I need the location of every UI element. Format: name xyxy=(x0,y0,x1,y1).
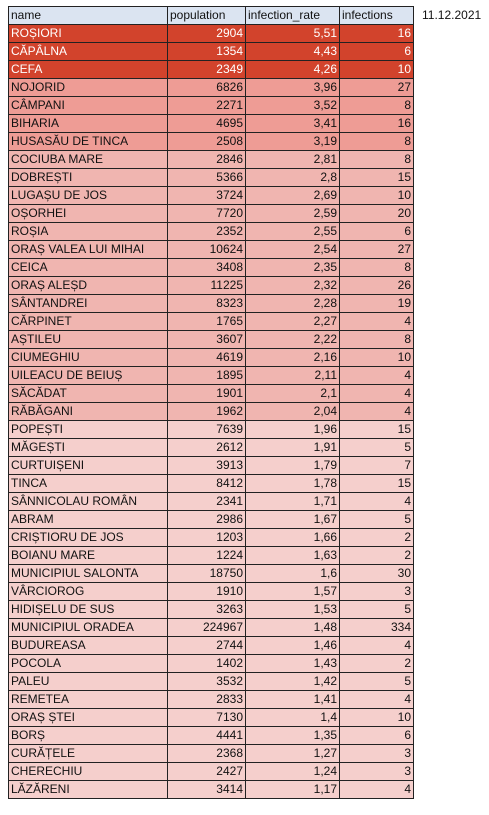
cell-name[interactable]: SÂNNICOLAU ROMÂN xyxy=(9,493,168,511)
table-row xyxy=(9,421,414,439)
cell-population[interactable]: 10624 xyxy=(168,241,246,259)
table-row xyxy=(9,619,414,637)
cell-population[interactable]: 7639 xyxy=(168,421,246,439)
cell-population[interactable]: 1224 xyxy=(168,547,246,565)
cell-population[interactable]: 11225 xyxy=(168,277,246,295)
cell-name[interactable]: RĂBĂGANI xyxy=(9,403,168,421)
cell-infections[interactable]: 19 xyxy=(340,295,414,313)
table-row xyxy=(9,133,414,151)
cell-name[interactable]: CRIȘTIORU DE JOS xyxy=(9,529,168,547)
table-row xyxy=(9,259,414,277)
cell-infection-rate[interactable]: 2,1 xyxy=(246,385,340,403)
cell-infections[interactable]: 4 xyxy=(340,781,414,799)
cell-infection-rate[interactable]: 1,91 xyxy=(246,439,340,457)
cell-infections[interactable]: 27 xyxy=(340,241,414,259)
cell-infections[interactable]: 5 xyxy=(340,601,414,619)
cell-population[interactable]: 4441 xyxy=(168,727,246,745)
cell-infections[interactable]: 15 xyxy=(340,475,414,493)
cell-name[interactable]: CEICA xyxy=(9,259,168,277)
table-row xyxy=(9,475,414,493)
table-row xyxy=(9,403,414,421)
cell-population[interactable]: 2349 xyxy=(168,61,246,79)
cell-infections[interactable]: 15 xyxy=(340,169,414,187)
table-row xyxy=(9,367,414,385)
cell-infections[interactable]: 334 xyxy=(340,619,414,637)
cell-name[interactable]: CÂMPANI xyxy=(9,97,168,115)
cell-infections[interactable]: 26 xyxy=(340,277,414,295)
cell-name[interactable]: COCIUBA MARE xyxy=(9,151,168,169)
table-row xyxy=(9,583,414,601)
table-row xyxy=(9,511,414,529)
table-row xyxy=(9,205,414,223)
cell-population[interactable]: 1901 xyxy=(168,385,246,403)
cell-infection-rate[interactable]: 1,43 xyxy=(246,655,340,673)
table-row xyxy=(9,637,414,655)
cell-infections[interactable]: 4 xyxy=(340,637,414,655)
cell-infection-rate[interactable]: 1,42 xyxy=(246,673,340,691)
cell-infections[interactable]: 3 xyxy=(340,745,414,763)
header-row xyxy=(9,7,414,25)
cell-population[interactable]: 6826 xyxy=(168,79,246,97)
table-row xyxy=(9,493,414,511)
cell-population[interactable]: 2986 xyxy=(168,511,246,529)
table-row xyxy=(9,79,414,97)
cell-name[interactable]: CEFA xyxy=(9,61,168,79)
cell-population[interactable]: 2833 xyxy=(168,691,246,709)
cell-infections[interactable]: 3 xyxy=(340,763,414,781)
cell-population[interactable]: 2271 xyxy=(168,97,246,115)
cell-name[interactable]: DOBREȘTI xyxy=(9,169,168,187)
cell-name[interactable]: CĂRPINET xyxy=(9,313,168,331)
cell-name[interactable]: OȘORHEI xyxy=(9,205,168,223)
table-row xyxy=(9,241,414,259)
cell-name[interactable]: ORAȘ ȘTEI xyxy=(9,709,168,727)
cell-name[interactable]: SĂCĂDAT xyxy=(9,385,168,403)
cell-name[interactable]: MĂGEȘTI xyxy=(9,439,168,457)
cell-name[interactable]: MUNICIPIUL SALONTA xyxy=(9,565,168,583)
cell-infections[interactable]: 4 xyxy=(340,313,414,331)
cell-infections[interactable]: 5 xyxy=(340,439,414,457)
cell-infection-rate[interactable]: 2,28 xyxy=(246,295,340,313)
cell-infections[interactable]: 6 xyxy=(340,43,414,61)
cell-infection-rate[interactable]: 2,22 xyxy=(246,331,340,349)
cell-infections[interactable]: 6 xyxy=(340,223,414,241)
cell-name[interactable]: ROȘIA xyxy=(9,223,168,241)
header-population[interactable]: population xyxy=(168,7,246,25)
table-row xyxy=(9,43,414,61)
cell-name[interactable]: LĂZĂRENI xyxy=(9,781,168,799)
cell-name[interactable]: HIDIȘELU DE SUS xyxy=(9,601,168,619)
cell-name[interactable]: CURTUIȘENI xyxy=(9,457,168,475)
cell-infections[interactable]: 8 xyxy=(340,133,414,151)
cell-population[interactable]: 1910 xyxy=(168,583,246,601)
cell-name[interactable]: BUDUREASA xyxy=(9,637,168,655)
cell-infections[interactable]: 10 xyxy=(340,61,414,79)
cell-infection-rate[interactable]: 1,71 xyxy=(246,493,340,511)
cell-infection-rate[interactable]: 1,67 xyxy=(246,511,340,529)
table-row xyxy=(9,97,414,115)
cell-infections[interactable]: 8 xyxy=(340,331,414,349)
cell-name[interactable]: CURĂȚELE xyxy=(9,745,168,763)
cell-infections[interactable]: 30 xyxy=(340,565,414,583)
cell-infection-rate[interactable]: 2,32 xyxy=(246,277,340,295)
table-row xyxy=(9,457,414,475)
table-row xyxy=(9,169,414,187)
cell-population[interactable]: 7130 xyxy=(168,709,246,727)
cell-population[interactable]: 2368 xyxy=(168,745,246,763)
cell-infection-rate[interactable]: 1,4 xyxy=(246,709,340,727)
cell-population[interactable]: 3414 xyxy=(168,781,246,799)
cell-infection-rate[interactable]: 1,57 xyxy=(246,583,340,601)
cell-infections[interactable]: 4 xyxy=(340,691,414,709)
cell-infections[interactable]: 4 xyxy=(340,367,414,385)
cell-infections[interactable]: 4 xyxy=(340,493,414,511)
cell-infection-rate[interactable]: 3,96 xyxy=(246,79,340,97)
cell-infections[interactable]: 27 xyxy=(340,79,414,97)
cell-name[interactable]: REMETEA xyxy=(9,691,168,709)
cell-name[interactable]: ORAȘ ALEȘD xyxy=(9,277,168,295)
cell-infections[interactable]: 3 xyxy=(340,583,414,601)
table-row xyxy=(9,223,414,241)
cell-population[interactable]: 3408 xyxy=(168,259,246,277)
cell-infection-rate[interactable]: 1,17 xyxy=(246,781,340,799)
cell-population[interactable]: 18750 xyxy=(168,565,246,583)
cell-population[interactable]: 2427 xyxy=(168,763,246,781)
cell-name[interactable]: BOIANU MARE xyxy=(9,547,168,565)
cell-name[interactable]: BORȘ xyxy=(9,727,168,745)
cell-infection-rate[interactable]: 1,63 xyxy=(246,547,340,565)
header-name[interactable]: name xyxy=(9,7,168,25)
table-row xyxy=(9,745,414,763)
cell-infection-rate[interactable]: 2,81 xyxy=(246,151,340,169)
cell-name[interactable]: CHERECHIU xyxy=(9,763,168,781)
cell-infections[interactable]: 2 xyxy=(340,547,414,565)
cell-name[interactable]: NOJORID xyxy=(9,79,168,97)
cell-infection-rate[interactable]: 5,51 xyxy=(246,25,340,43)
cell-infection-rate[interactable]: 1,27 xyxy=(246,745,340,763)
cell-population[interactable]: 3607 xyxy=(168,331,246,349)
header-infection-rate[interactable]: infection_rate xyxy=(246,7,340,25)
table-row xyxy=(9,601,414,619)
cell-population[interactable]: 1962 xyxy=(168,403,246,421)
table-row xyxy=(9,781,414,799)
cell-infections[interactable]: 4 xyxy=(340,385,414,403)
cell-population[interactable]: 3913 xyxy=(168,457,246,475)
cell-population[interactable]: 2612 xyxy=(168,439,246,457)
cell-infection-rate[interactable]: 3,19 xyxy=(246,133,340,151)
cell-population[interactable]: 2508 xyxy=(168,133,246,151)
cell-population[interactable]: 1402 xyxy=(168,655,246,673)
cell-population[interactable]: 2352 xyxy=(168,223,246,241)
cell-name[interactable]: VÂRCIOROG xyxy=(9,583,168,601)
cell-infection-rate[interactable]: 3,52 xyxy=(246,97,340,115)
table-row xyxy=(9,313,414,331)
cell-population[interactable]: 1354 xyxy=(168,43,246,61)
cell-population[interactable]: 8323 xyxy=(168,295,246,313)
table-row xyxy=(9,547,414,565)
cell-population[interactable]: 2341 xyxy=(168,493,246,511)
cell-infections[interactable]: 10 xyxy=(340,709,414,727)
cell-infection-rate[interactable]: 2,55 xyxy=(246,223,340,241)
cell-infection-rate[interactable]: 1,46 xyxy=(246,637,340,655)
cell-population[interactable]: 1895 xyxy=(168,367,246,385)
table-row xyxy=(9,727,414,745)
cell-infection-rate[interactable]: 2,35 xyxy=(246,259,340,277)
cell-infection-rate[interactable]: 1,79 xyxy=(246,457,340,475)
cell-population[interactable]: 3263 xyxy=(168,601,246,619)
cell-name[interactable]: ABRAM xyxy=(9,511,168,529)
cell-infection-rate[interactable]: 1,78 xyxy=(246,475,340,493)
cell-population[interactable]: 3724 xyxy=(168,187,246,205)
table-row xyxy=(9,385,414,403)
table-row xyxy=(9,151,414,169)
cell-name[interactable]: CIUMEGHIU xyxy=(9,349,168,367)
table-row xyxy=(9,349,414,367)
table-row xyxy=(9,439,414,457)
cell-infection-rate[interactable]: 2,69 xyxy=(246,187,340,205)
cell-infection-rate[interactable]: 1,41 xyxy=(246,691,340,709)
table-row xyxy=(9,61,414,79)
cell-infections[interactable]: 8 xyxy=(340,151,414,169)
cell-infections[interactable]: 8 xyxy=(340,259,414,277)
cell-name[interactable]: MUNICIPIUL ORADEA xyxy=(9,619,168,637)
table-row xyxy=(9,673,414,691)
cell-infection-rate[interactable]: 4,26 xyxy=(246,61,340,79)
cell-name[interactable]: POPEȘTI xyxy=(9,421,168,439)
cell-infection-rate[interactable]: 2,16 xyxy=(246,349,340,367)
cell-name[interactable]: HUSASĂU DE TINCA xyxy=(9,133,168,151)
cell-infection-rate[interactable]: 2,11 xyxy=(246,367,340,385)
cell-name[interactable]: TINCA xyxy=(9,475,168,493)
cell-infection-rate[interactable]: 1,6 xyxy=(246,565,340,583)
cell-infection-rate[interactable]: 1,48 xyxy=(246,619,340,637)
cell-name[interactable]: CĂPÂLNA xyxy=(9,43,168,61)
infection-table xyxy=(8,6,414,799)
cell-infections[interactable]: 8 xyxy=(340,97,414,115)
cell-population[interactable]: 4695 xyxy=(168,115,246,133)
cell-name[interactable]: ROȘIORI xyxy=(9,25,168,43)
cell-population[interactable]: 1765 xyxy=(168,313,246,331)
cell-infections[interactable]: 16 xyxy=(340,25,414,43)
cell-population[interactable]: 2744 xyxy=(168,637,246,655)
cell-name[interactable]: LUGAȘU DE JOS xyxy=(9,187,168,205)
cell-infections[interactable]: 16 xyxy=(340,115,414,133)
table-row xyxy=(9,709,414,727)
cell-infection-rate[interactable]: 2,27 xyxy=(246,313,340,331)
cell-infections[interactable]: 5 xyxy=(340,511,414,529)
cell-infection-rate[interactable]: 3,41 xyxy=(246,115,340,133)
cell-infection-rate[interactable]: 2,04 xyxy=(246,403,340,421)
table-row xyxy=(9,565,414,583)
cell-name[interactable]: POCOLA xyxy=(9,655,168,673)
cell-name[interactable]: BIHARIA xyxy=(9,115,168,133)
table-row xyxy=(9,295,414,313)
table-row xyxy=(9,655,414,673)
cell-name[interactable]: UILEACU DE BEIUȘ xyxy=(9,367,168,385)
report-date: 11.12.2021 xyxy=(422,8,482,22)
table-row xyxy=(9,187,414,205)
table-row xyxy=(9,529,414,547)
table-row xyxy=(9,25,414,43)
cell-population[interactable]: 2904 xyxy=(168,25,246,43)
cell-infection-rate[interactable]: 4,43 xyxy=(246,43,340,61)
cell-infection-rate[interactable]: 1,24 xyxy=(246,763,340,781)
table-row xyxy=(9,277,414,295)
cell-infections[interactable]: 6 xyxy=(340,727,414,745)
header-infections[interactable]: infections xyxy=(340,7,414,25)
cell-infections[interactable]: 20 xyxy=(340,205,414,223)
cell-population[interactable]: 7720 xyxy=(168,205,246,223)
cell-infection-rate[interactable]: 1,96 xyxy=(246,421,340,439)
cell-infections[interactable]: 2 xyxy=(340,655,414,673)
cell-population[interactable]: 5366 xyxy=(168,169,246,187)
cell-infections[interactable]: 2 xyxy=(340,529,414,547)
cell-infections[interactable]: 15 xyxy=(340,421,414,439)
cell-name[interactable]: SÂNTANDREI xyxy=(9,295,168,313)
cell-infection-rate[interactable]: 2,59 xyxy=(246,205,340,223)
table-row xyxy=(9,763,414,781)
cell-name[interactable]: ORAȘ VALEA LUI MIHAI xyxy=(9,241,168,259)
cell-infection-rate[interactable]: 2,8 xyxy=(246,169,340,187)
cell-infection-rate[interactable]: 2,54 xyxy=(246,241,340,259)
cell-population[interactable]: 224967 xyxy=(168,619,246,637)
cell-infection-rate[interactable]: 1,66 xyxy=(246,529,340,547)
table-row xyxy=(9,331,414,349)
cell-name[interactable]: PALEU xyxy=(9,673,168,691)
cell-infection-rate[interactable]: 1,53 xyxy=(246,601,340,619)
cell-name[interactable]: AȘTILEU xyxy=(9,331,168,349)
cell-infection-rate[interactable]: 1,35 xyxy=(246,727,340,745)
cell-infections[interactable]: 4 xyxy=(340,403,414,421)
cell-population[interactable]: 3532 xyxy=(168,673,246,691)
cell-population[interactable]: 1203 xyxy=(168,529,246,547)
cell-population[interactable]: 8412 xyxy=(168,475,246,493)
cell-infections[interactable]: 10 xyxy=(340,187,414,205)
cell-infections[interactable]: 10 xyxy=(340,349,414,367)
cell-population[interactable]: 4619 xyxy=(168,349,246,367)
table-row xyxy=(9,691,414,709)
cell-infections[interactable]: 5 xyxy=(340,673,414,691)
cell-infections[interactable]: 7 xyxy=(340,457,414,475)
table-row xyxy=(9,115,414,133)
cell-population[interactable]: 2846 xyxy=(168,151,246,169)
